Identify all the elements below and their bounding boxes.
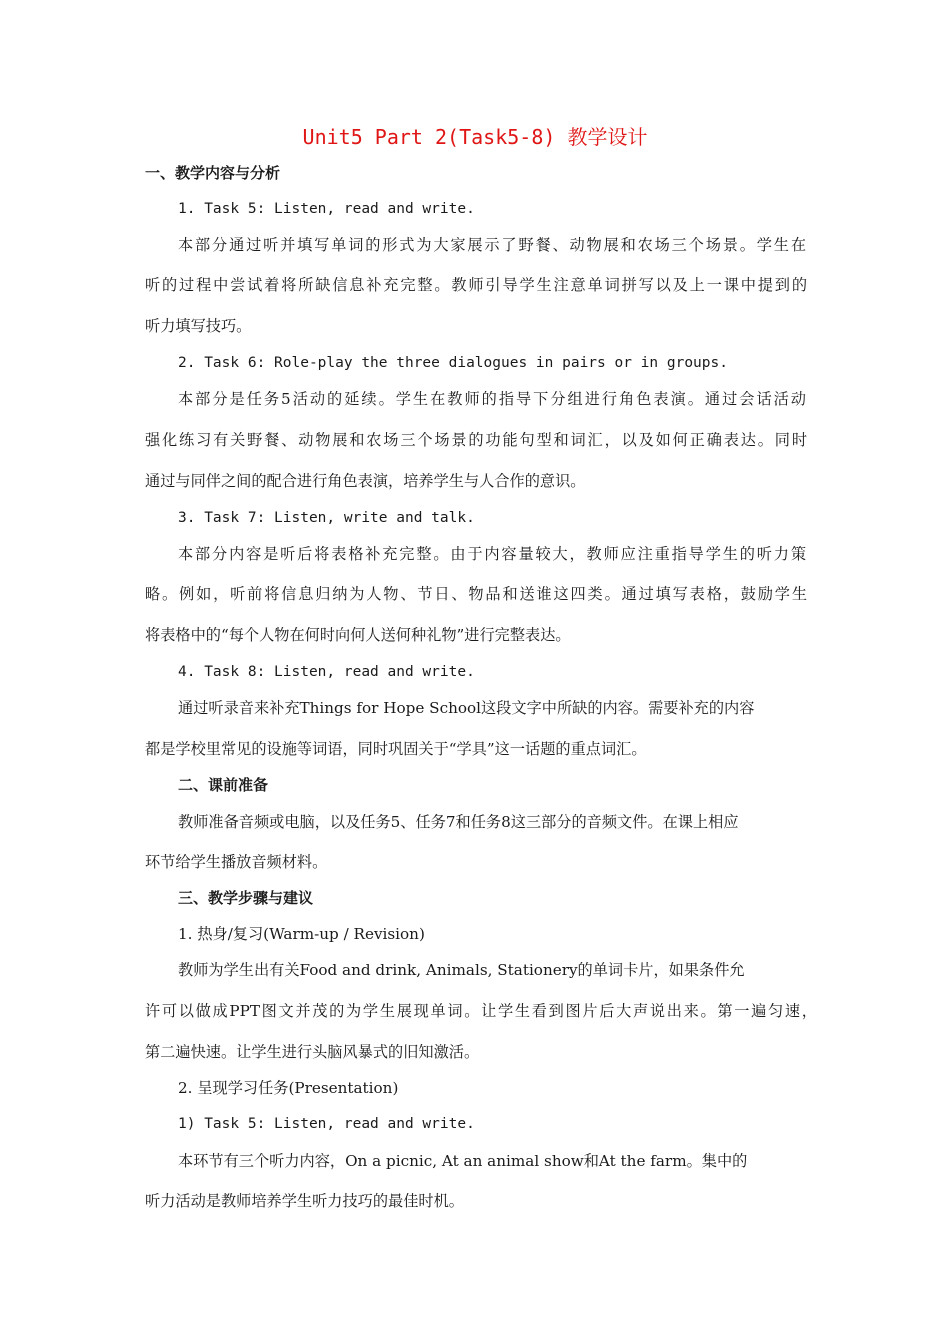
paragraph-line: 本部分通过听并填写单词的形式为大家展示了野餐、动物展和农场三个场景。学生在: [178, 236, 806, 254]
paragraph-line: 强化练习有关野餐、动物展和农场三个场景的功能句型和词汇，以及如何正确表达。同时: [145, 431, 807, 449]
section-heading-steps: 三、教学步骤与建议: [178, 889, 314, 907]
presentation-label: 2. 呈现学习任务(Presentation): [178, 1079, 399, 1097]
paragraph-line: 听力活动是教师培养学生听力技巧的最佳时机。: [145, 1192, 464, 1210]
section-heading-preparation: 二、课前准备: [178, 776, 269, 794]
paragraph-line: 教师准备音频或电脑，以及任务5、任务7和任务8这三部分的音频文件。在课上相应: [178, 813, 739, 831]
paragraph-line: 将表格中的“每个人物在何时向何人送何种礼物”进行完整表达。: [145, 626, 571, 644]
paragraph-line: 本环节有三个听力内容，On a picnic, At an animal show和At the farm。集中的: [178, 1152, 748, 1170]
paragraph-line: 教师为学生出有关Food and drink, Animals, Stationery的单词卡片，如果条件允: [178, 961, 745, 979]
task6-label: 2. Task 6: Role-play the three dialogues in pairs or in groups.: [178, 355, 728, 371]
task5-label: 1. Task 5: Listen, read and write.: [178, 201, 475, 217]
paragraph-line: 许可以做成PPT图文并茂的为学生展现单词。让学生看到图片后大声说出来。第一遍匀速，: [145, 1002, 817, 1020]
paragraph-line: 通过听录音来补充Things for Hope School这段文字中所缺的内容。需要补充的内容: [178, 699, 755, 717]
paragraph-line: 第二遍快速。让学生进行头脑风暴式的旧知激活。: [145, 1043, 480, 1061]
task7-label: 3. Task 7: Listen, write and talk.: [178, 510, 475, 526]
presentation-task5-label: 1) Task 5: Listen, read and write.: [178, 1116, 475, 1132]
section-heading-content-analysis: 一、教学内容与分析: [145, 164, 281, 182]
paragraph-line: 环节给学生播放音频材料。: [145, 853, 328, 871]
task8-label: 4. Task 8: Listen, read and write.: [178, 664, 475, 680]
paragraph-line: 本部分内容是听后将表格补充完整。由于内容量较大，教师应注重指导学生的听力策: [178, 545, 806, 563]
paragraph-line: 略。例如，听前将信息归纳为人物、节日、物品和送谁这四类。通过填写表格，鼓励学生: [145, 585, 807, 603]
paragraph-line: 通过与同伴之间的配合进行角色表演，培养学生与人合作的意识。: [145, 472, 586, 490]
document-title: Unit5 Part 2(Task5-8) 教学设计: [302, 125, 648, 149]
paragraph-line: 听力填写技巧。: [145, 317, 252, 335]
paragraph-line: 都是学校里常见的设施等词语，同时巩固关于“学具”这一话题的重点词汇。: [145, 740, 647, 758]
warmup-label: 1. 热身/复习(Warm-up / Revision): [178, 925, 425, 943]
paragraph-line: 本部分是任务5活动的延续。学生在教师的指导下分组进行角色表演。通过会话活动: [178, 390, 806, 408]
paragraph-line: 听的过程中尝试着将所缺信息补充完整。教师引导学生注意单词拼写以及上一课中提到的: [145, 276, 807, 294]
